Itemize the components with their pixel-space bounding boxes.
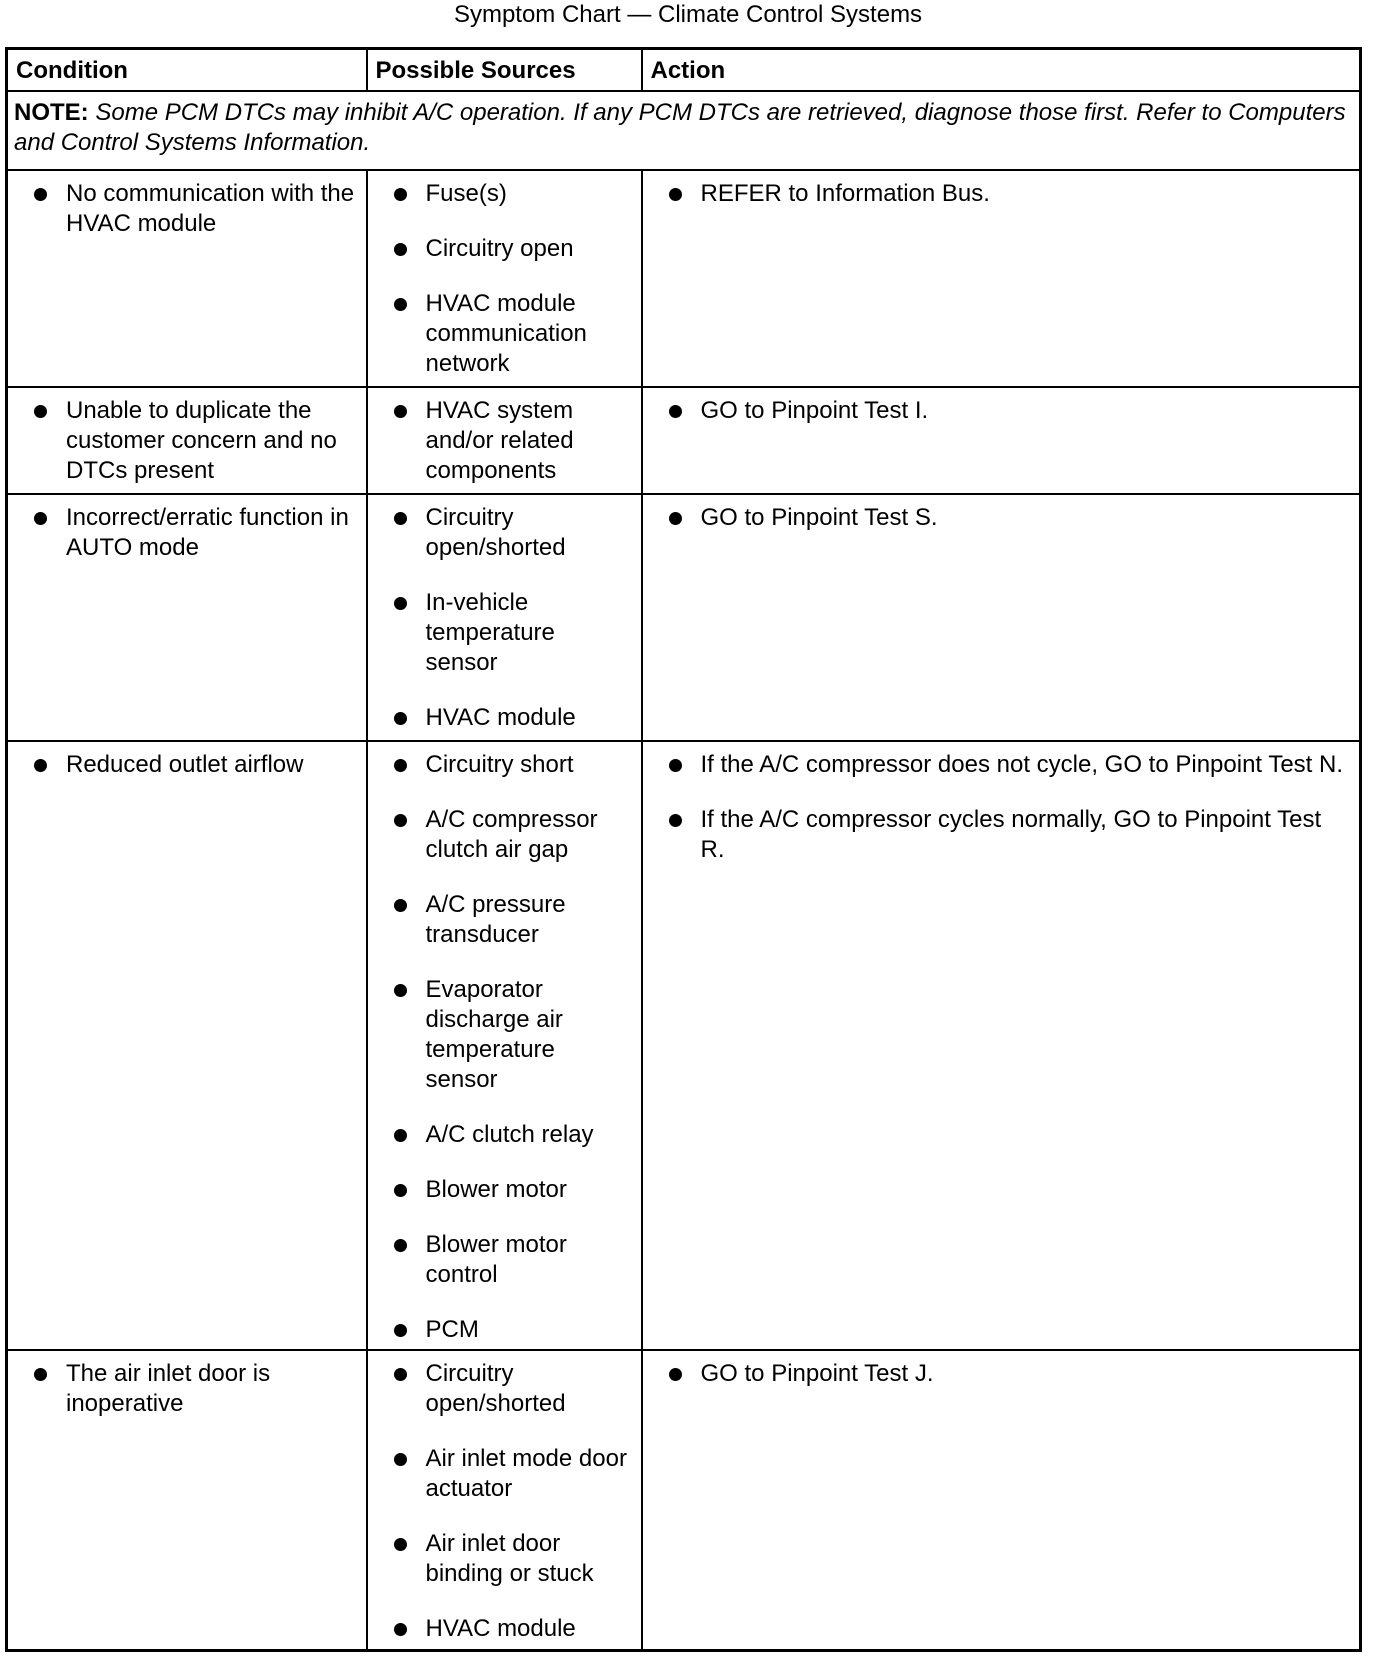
source-text: Circuitry open (425, 234, 574, 262)
bullet-icon (34, 759, 47, 772)
bullet-icon (34, 188, 47, 201)
bullet-icon (394, 1623, 407, 1636)
source-item (368, 1359, 633, 1419)
note-text: Some PCM DTCs may inhibit A/C operation. If any PCM DTCs are retrieved, diagnose those first. Refer to Computers and Control Systems Information. (14, 98, 1346, 156)
condition-item (8, 179, 358, 239)
bullet-icon (669, 405, 682, 418)
source-item (368, 1529, 633, 1589)
source-item (368, 396, 633, 486)
action-text: REFER to Information Bus. (700, 179, 990, 207)
bullet-icon (394, 1368, 407, 1381)
bullet-icon (669, 759, 682, 772)
action-cell (642, 170, 1361, 387)
bullet-icon (394, 597, 407, 610)
bullet-icon (394, 1324, 407, 1337)
sources-cell (367, 494, 642, 741)
source-item (368, 1120, 633, 1150)
source-text: A/C clutch relay (425, 1120, 594, 1148)
bullet-icon (394, 984, 407, 997)
condition-cell (7, 741, 367, 1350)
source-text: A/C compressor clutch air gap (425, 805, 598, 863)
source-item (368, 750, 633, 780)
source-text: In-vehicle temperature sensor (425, 588, 555, 676)
bullet-icon (394, 1538, 407, 1551)
action-text: If the A/C compressor does not cycle, GO to Pinpoint Test N. (700, 750, 1344, 778)
source-item (368, 975, 633, 1095)
action-cell (642, 387, 1361, 494)
header-row (7, 49, 1361, 91)
header-possible-sources: Possible Sources (367, 49, 642, 91)
source-item (368, 890, 633, 950)
source-text: Air inlet door binding or stuck (425, 1529, 594, 1587)
condition-cell (7, 387, 367, 494)
source-text: HVAC system and/or related components (425, 396, 574, 484)
source-text: Blower motor control (425, 1230, 567, 1288)
note-row (7, 91, 1361, 170)
action-cell (642, 1350, 1361, 1651)
source-text: HVAC module (425, 703, 576, 731)
action-item (643, 1359, 1352, 1389)
condition-text: Unable to duplicate the customer concern and no DTCs present (66, 396, 337, 484)
action-item (643, 750, 1352, 780)
bullet-icon (394, 1453, 407, 1466)
bullet-icon (394, 712, 407, 725)
bullet-icon (394, 1129, 407, 1142)
source-text: Circuitry short (425, 750, 574, 778)
bullet-icon (394, 899, 407, 912)
bullet-icon (394, 188, 407, 201)
bullet-icon (669, 512, 682, 525)
action-item (643, 503, 1352, 533)
condition-item (8, 396, 358, 486)
bullet-icon (394, 1239, 407, 1252)
source-item (368, 703, 633, 733)
source-item (368, 1614, 633, 1644)
condition-item (8, 750, 358, 780)
source-item (368, 179, 633, 209)
bullet-icon (394, 405, 407, 418)
source-item (368, 289, 633, 379)
symptom-row (7, 170, 1361, 387)
condition-cell (7, 494, 367, 741)
bullet-icon (34, 1368, 47, 1381)
bullet-icon (394, 243, 407, 256)
source-text: A/C pressure transducer (425, 890, 566, 948)
source-item (368, 234, 633, 264)
source-text: HVAC module (425, 1614, 576, 1642)
condition-item (8, 503, 358, 563)
source-item (368, 1315, 633, 1345)
bullet-icon (669, 188, 682, 201)
action-item (643, 396, 1352, 426)
note-label: NOTE: (14, 98, 89, 126)
sources-cell (367, 741, 642, 1350)
bullet-icon (394, 298, 407, 311)
action-text: GO to Pinpoint Test I. (700, 396, 929, 424)
sources-cell (367, 1350, 642, 1651)
sources-cell (367, 387, 642, 494)
symptom-row (7, 741, 1361, 1350)
bullet-icon (394, 1184, 407, 1197)
condition-text: The air inlet door is inoperative (66, 1359, 271, 1417)
source-text: Fuse(s) (425, 179, 507, 207)
action-item (643, 805, 1352, 865)
bullet-icon (394, 759, 407, 772)
note-cell (7, 91, 1361, 170)
symptom-table (5, 47, 1362, 1652)
action-cell (642, 741, 1361, 1350)
symptom-row (7, 1350, 1361, 1651)
bullet-icon (34, 512, 47, 525)
condition-text: No communication with the HVAC module (66, 179, 355, 237)
source-text: Circuitry open/shorted (425, 1359, 566, 1417)
source-item (368, 1230, 633, 1290)
source-item (368, 588, 633, 678)
bullet-icon (394, 814, 407, 827)
source-item (368, 1175, 633, 1205)
source-text: Evaporator discharge air temperature sensor (425, 975, 563, 1093)
action-cell (642, 494, 1361, 741)
bullet-icon (669, 814, 682, 827)
condition-text: Incorrect/erratic function in AUTO mode (66, 503, 349, 561)
source-text: Circuitry open/shorted (425, 503, 566, 561)
symptom-row (7, 387, 1361, 494)
header-action: Action (642, 49, 1361, 91)
action-item (643, 179, 1352, 209)
action-text: GO to Pinpoint Test S. (700, 503, 938, 531)
source-item (368, 805, 633, 865)
sources-cell (367, 170, 642, 387)
source-item (368, 1444, 633, 1504)
source-text: Blower motor (425, 1175, 567, 1203)
source-text: HVAC module communication network (425, 289, 587, 377)
condition-item (8, 1359, 358, 1419)
bullet-icon (394, 512, 407, 525)
bullet-icon (34, 405, 47, 418)
condition-cell (7, 1350, 367, 1651)
condition-cell (7, 170, 367, 387)
source-text: PCM (425, 1315, 479, 1343)
bullet-icon (669, 1368, 682, 1381)
source-item (368, 503, 633, 563)
header-condition: Condition (7, 49, 367, 91)
chart-title: Symptom Chart — Climate Control Systems (453, 1, 923, 28)
source-text: Air inlet mode door actuator (425, 1444, 627, 1502)
condition-text: Reduced outlet airflow (66, 750, 304, 778)
action-text: If the A/C compressor cycles normally, GO to Pinpoint Test R. (700, 805, 1322, 863)
action-text: GO to Pinpoint Test J. (700, 1359, 934, 1387)
symptom-row (7, 494, 1361, 741)
